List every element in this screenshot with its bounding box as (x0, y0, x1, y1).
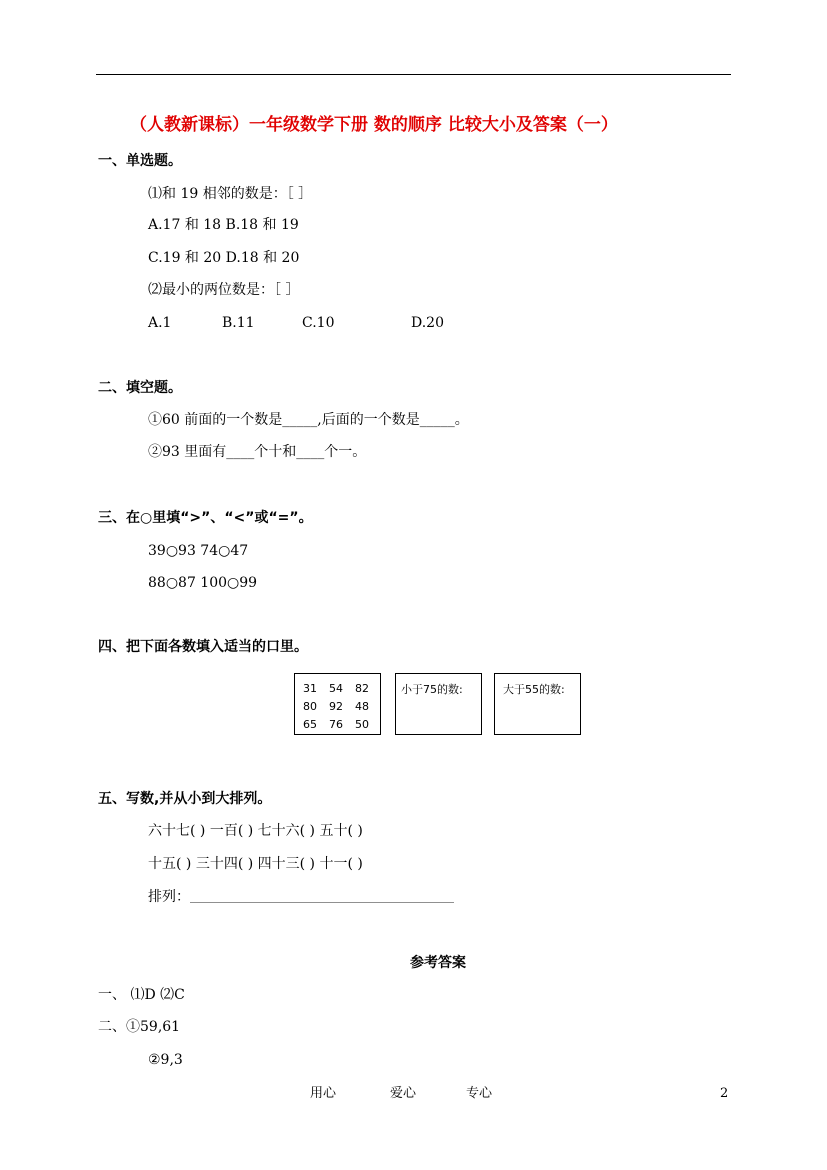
section1-question1-options-cd: C.19 和 20 D.18 和 20 (148, 250, 300, 266)
pool-number: 92 (329, 700, 343, 713)
section1-question2-option-a: A.1 (148, 315, 172, 331)
section3-row2: 88○87 100○99 (148, 575, 258, 591)
section4-heading: 四、把下面各数填入适当的口里。 (98, 639, 308, 655)
footer-item-2: 爱心 (390, 1086, 417, 1101)
section1-heading: 一、单选题。 (98, 153, 182, 169)
answer-section2-part2: ②9,3 (148, 1052, 183, 1068)
greater-than-55-label: 大于55的数: (503, 683, 565, 696)
pool-number: 76 (329, 718, 343, 731)
section1-question2: ⑵最小的两位数是：［ ］ (148, 282, 300, 298)
section2-question2: ②93 里面有____个十和____个一。 (148, 444, 367, 460)
section5-row2: 十五( ) 三十四( ) 四十三( ) 十一( ) (148, 856, 363, 872)
section1-question1: ⑴和 19 相邻的数是：［ ］ (148, 186, 313, 202)
header-rule (96, 74, 731, 75)
pool-number: 54 (329, 682, 343, 695)
section2-question1: ①60 前面的一个数是_____,后面的一个数是_____。 (148, 412, 469, 428)
number-pool-box (294, 673, 381, 735)
document-title: （人教新课标）一年级数学下册 数的顺序 比较大小及答案（一） (130, 115, 618, 135)
pool-number: 31 (303, 682, 317, 695)
section5-heading: 五、写数,并从小到大排列。 (98, 791, 272, 807)
pool-number: 50 (355, 718, 369, 731)
page-number: 2 (720, 1086, 729, 1101)
section1-question2-option-c: C.10 (302, 315, 335, 331)
section1-question2-option-d: D.20 (411, 315, 444, 331)
section5-row1: 六十七( ) 一百( ) 七十六( ) 五十( ) (148, 823, 363, 839)
section1-question2-option-b: B.11 (222, 315, 255, 331)
answer-section1: 一、 ⑴D ⑵C (98, 987, 185, 1003)
section2-heading: 二、填空题。 (98, 380, 182, 396)
section5-sort-line[interactable]: ________________________________________________ (190, 890, 454, 903)
footer-item-3: 专心 (466, 1086, 493, 1101)
pool-number: 65 (303, 718, 317, 731)
section3-heading: 三、在○里填“>”、“<”或“=”。 (98, 510, 313, 526)
answer-section2: 二、①59,61 (98, 1019, 181, 1035)
pool-number: 80 (303, 700, 317, 713)
section1-question1-options-ab: A.17 和 18 B.18 和 19 (148, 217, 299, 233)
section5-sort-label: 排列： (148, 889, 190, 905)
less-than-75-label: 小于75的数: (401, 683, 463, 696)
answers-heading: 参考答案 (410, 955, 466, 971)
less-than-75-box[interactable] (395, 673, 482, 735)
footer-item-1: 用心 (310, 1086, 337, 1101)
section3-row1: 39○93 74○47 (148, 543, 249, 559)
pool-number: 48 (355, 700, 369, 713)
greater-than-55-box[interactable] (494, 673, 581, 735)
pool-number: 82 (355, 682, 369, 695)
